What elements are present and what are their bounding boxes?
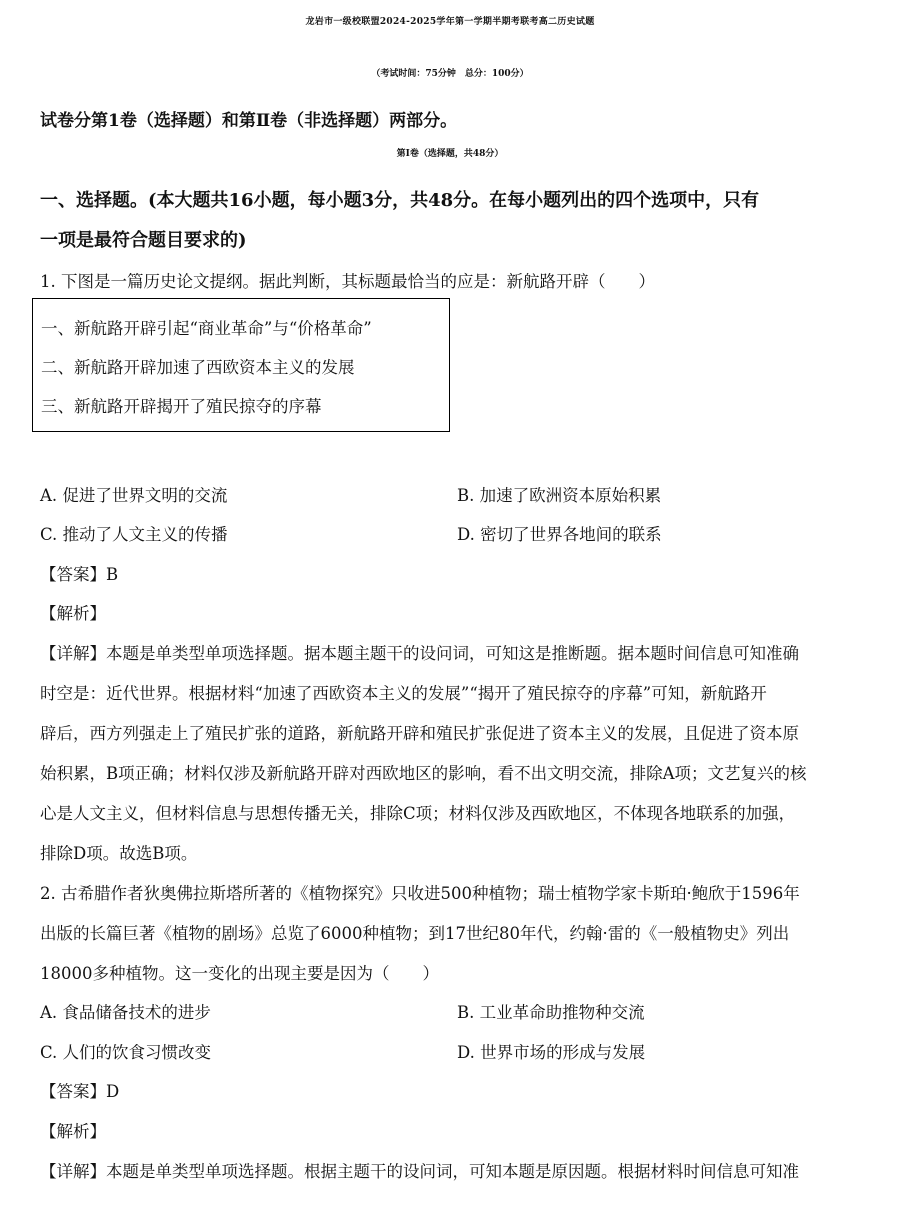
q2-stem-line: 18000多种植物。这一变化的出现主要是因为（ ）	[40, 964, 439, 983]
exam-instructions: 试卷分第1卷（选择题）和第Ⅱ卷（非选择题）两部分。	[40, 111, 458, 131]
q1-outline-item: 三、新航路开辟揭开了殖民掠夺的序幕	[41, 397, 322, 416]
q1-outline-box	[32, 298, 450, 432]
q1-detail-line: 【详解】本题是单类型单项选择题。据本题主题干的设问词，可知这是推断题。据本题时间信息可知准确	[40, 644, 799, 663]
q1-option-c: C. 推动了人文主义的传播	[40, 525, 228, 544]
q2-detail-line: 【详解】本题是单类型单项选择题。根据主题干的设问词，可知本题是原因题。根据材料时间信息可知准	[40, 1162, 799, 1181]
q1-option-a: A. 促进了世界文明的交流	[40, 486, 228, 505]
q2-stem-line: 2. 古希腊作者狄奥佛拉斯塔所著的《植物探究》只收进500种植物；瑞士植物学家卡斯珀·鲍欣于1596年	[40, 884, 800, 903]
exam-subtitle: （考试时间：75分钟 总分：100分）	[371, 69, 529, 79]
section-heading-line1: 一、选择题。(本大题共16小题，每小题3分，共48分。在每小题列出的四个选项中，只有	[40, 190, 760, 211]
q2-option-b: B. 工业革命助推物种交流	[457, 1003, 645, 1022]
q2-option-c: C. 人们的饮食习惯改变	[40, 1043, 212, 1062]
q1-detail-line: 排除D项。故选B项。	[40, 844, 198, 863]
q2-analysis-label: 【解析】	[40, 1122, 106, 1141]
q1-detail-line: 时空是：近代世界。根据材料“加速了西欧资本主义的发展”“揭开了殖民掠夺的序幕”可知，新航路开	[40, 684, 767, 703]
q1-outline-item: 二、新航路开辟加速了西欧资本主义的发展	[41, 358, 355, 377]
q2-option-d: D. 世界市场的形成与发展	[457, 1043, 646, 1062]
volume-title: 第Ⅰ卷（选择题，共48分）	[396, 149, 504, 159]
q1-detail-line: 辟后，西方列强走上了殖民扩张的道路，新航路开辟和殖民扩张促进了资本主义的发展，且促进了资本原	[40, 724, 799, 743]
q1-detail-line: 心是人文主义，但材料信息与思想传播无关，排除C项；材料仅涉及西欧地区，不体现各地联系的加强，	[40, 804, 796, 823]
q1-outline-item: 一、新航路开辟引起“商业革命”与“价格革命”	[41, 319, 372, 338]
q1-analysis-label: 【解析】	[40, 604, 106, 623]
q1-detail-line: 始积累，B项正确；材料仅涉及新航路开辟对西欧地区的影响，看不出文明交流，排除A项；文艺复兴的核	[40, 764, 807, 783]
section-heading-line2: 一项是最符合题目要求的)	[40, 230, 247, 251]
q2-stem-line: 出版的长篇巨著《植物的剧场》总览了6000种植物；到17世纪80年代，约翰·雷的《一般植物史》列出	[40, 924, 790, 943]
q1-option-b: B. 加速了欧洲资本原始积累	[457, 486, 662, 505]
q1-answer: 【答案】B	[40, 565, 119, 584]
q1-stem: 1. 下图是一篇历史论文提纲。据此判断，其标题最恰当的应是：新航路开辟（ ）	[40, 272, 655, 291]
exam-title: 龙岩市一级校联盟2024-2025学年第一学期半期考联考高二历史试题	[305, 17, 595, 27]
q2-answer: 【答案】D	[40, 1082, 120, 1101]
q2-option-a: A. 食品储备技术的进步	[40, 1003, 211, 1022]
q1-option-d: D. 密切了世界各地间的联系	[457, 525, 662, 544]
